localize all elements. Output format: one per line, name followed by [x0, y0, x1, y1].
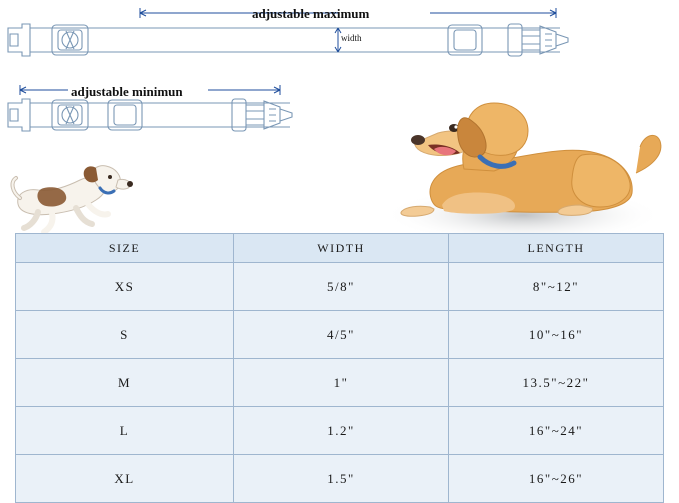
table-row	[16, 407, 664, 455]
table-row	[16, 359, 664, 407]
cell-width: 4/5"	[234, 311, 449, 359]
column-header-width: WIDTH	[234, 234, 449, 263]
cell-size: S	[16, 311, 234, 359]
running-dog-illustration	[8, 158, 148, 238]
table-row	[16, 455, 664, 503]
table-row	[16, 263, 664, 311]
cell-length: 13.5"~22"	[449, 359, 664, 407]
lying-dog-illustration	[368, 95, 668, 245]
cell-length: 16"~24"	[449, 407, 664, 455]
cell-size: XL	[16, 455, 234, 503]
cell-size: L	[16, 407, 234, 455]
size-table-container	[15, 233, 663, 503]
cell-width: 1.5"	[234, 455, 449, 503]
cell-length: 8"~12"	[449, 263, 664, 311]
lying-dog-svg	[368, 95, 668, 245]
cell-size: XS	[16, 263, 234, 311]
adjustable-maximum-label: adjustable maximum	[252, 6, 370, 21]
width-label: width	[341, 33, 362, 43]
table-row	[16, 311, 664, 359]
cell-length: 16"~26"	[449, 455, 664, 503]
adjustable-minimum-label: adjustable minimun	[71, 84, 183, 99]
cell-size: M	[16, 359, 234, 407]
running-dog-svg	[8, 158, 148, 238]
table-header-row	[16, 234, 664, 263]
cell-width: 1"	[234, 359, 449, 407]
column-header-size: SIZE	[16, 234, 234, 263]
cell-length: 10"~16"	[449, 311, 664, 359]
column-header-length: LENGTH	[449, 234, 664, 263]
size-table	[15, 233, 664, 503]
cell-width: 5/8"	[234, 263, 449, 311]
cell-width: 1.2"	[234, 407, 449, 455]
